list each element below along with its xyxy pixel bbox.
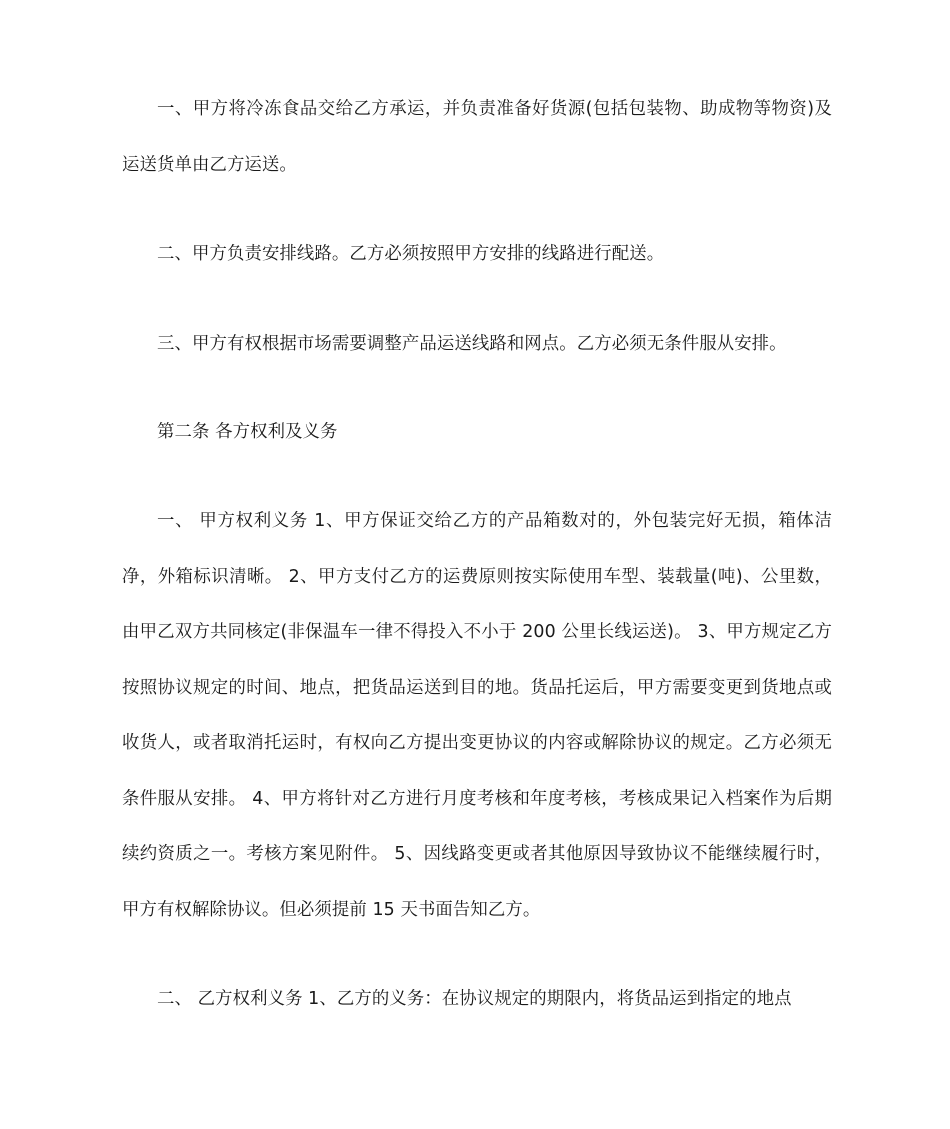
paragraph-clause-1: 一、甲方将冷冻食品交给乙方承运，并负责准备好货源(包括包装物、助成物等物资)及运送货单由乙方运送。	[122, 99, 832, 175]
paragraph-party-a-rights: 一、 甲方权利义务 1、甲方保证交给乙方的产品箱数对的，外包装完好无损，箱体洁净，外箱标识清晰。 2、甲方支付乙方的运费原则按实际使用车型、装载量(吨)、公里数，由甲乙双方共同核定(非保温车一律不得投入不小于 200 公里长线运送)。 3、甲方规定乙方按照协议规定的时间、地点，把货品运送到目的地。货品托运后，甲方需要变更到货地点或收货人，或者取消托运时，有权向乙方提出变更协议的内容或解除协议的规定。乙方必须无条件服从安排。 4、甲方将针对乙方进行月度考核和年度考核，考核成果记入档案作为后期续约资质之一。考核方案见附件。 5、因线路变更或者其他原因导致协议不能继续履行时，甲方有权解除协议。但必须提前 15 天书面告知乙方。	[122, 511, 832, 920]
section-heading: 第二条 各方权利及义务	[157, 422, 338, 442]
paragraph-party-b-rights: 二、 乙方权利义务 1、乙方的义务：在协议规定的期限内，将货品运到指定的地点	[157, 989, 792, 1009]
paragraph-clause-3: 三、甲方有权根据市场需要调整产品运送线路和网点。乙方必须无条件服从安排。	[157, 334, 787, 354]
paragraph-clause-2: 二、甲方负责安排线路。乙方必须按照甲方安排的线路进行配送。	[157, 244, 665, 264]
